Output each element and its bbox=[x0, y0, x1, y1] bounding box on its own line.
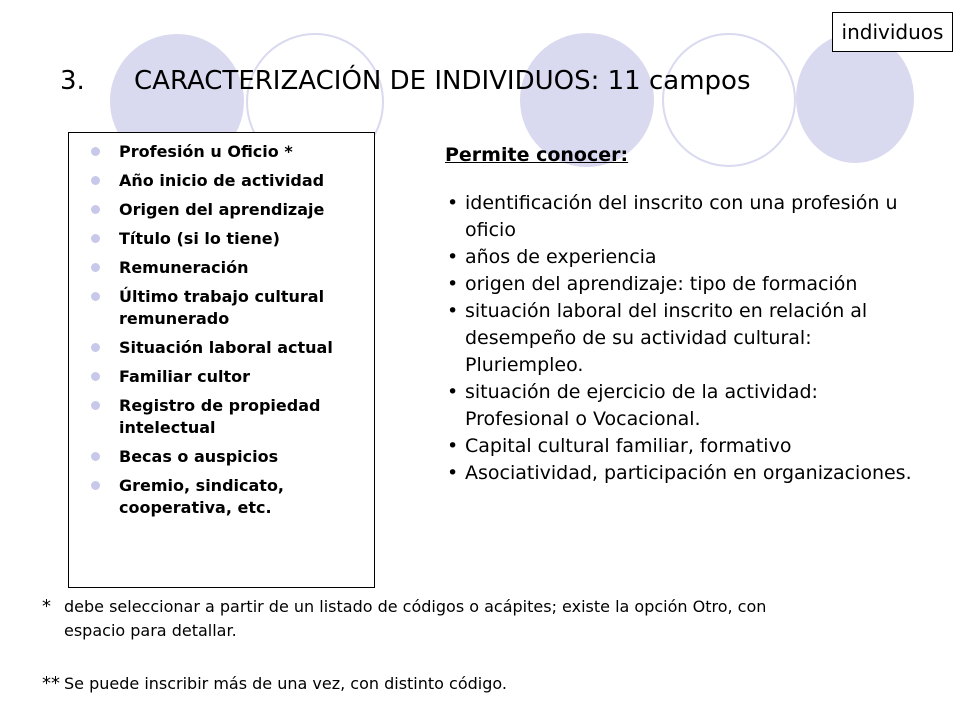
permite-list bbox=[445, 190, 925, 487]
field-item: Año inicio de actividad bbox=[69, 170, 359, 192]
footnote-line: espacio para detallar. bbox=[64, 621, 237, 640]
fields-box bbox=[68, 132, 375, 588]
bullet-icon bbox=[91, 452, 100, 461]
bullet-icon bbox=[91, 343, 100, 352]
permite-item: • años de experiencia bbox=[447, 246, 657, 268]
bullet-icon bbox=[91, 147, 100, 156]
bullet-icon bbox=[91, 372, 100, 381]
decor-circle-filled-3 bbox=[796, 33, 914, 163]
permite-item: • Asociatividad, participación en organizaciones. bbox=[447, 462, 912, 484]
bullet-icon bbox=[91, 292, 100, 301]
bullet-icon bbox=[91, 481, 100, 490]
footnote-line: Se puede inscribir más de una vez, con distinto código. bbox=[64, 674, 507, 693]
field-item: Título (si lo tiene) bbox=[69, 228, 359, 250]
slide-title bbox=[60, 66, 751, 96]
field-item: Familiar cultor bbox=[69, 366, 359, 388]
permite-item: • situación laboral del inscrito en relación al desempeño de su actividad cultural: Pluriempleo. bbox=[447, 300, 868, 376]
bullet-icon bbox=[91, 234, 100, 243]
footnote-double-asterisk bbox=[42, 672, 922, 696]
fields-list bbox=[69, 133, 374, 519]
title-text: CARACTERIZACIÓN DE INDIVIDUOS: 11 campos bbox=[134, 66, 751, 96]
field-item: Profesión u Oficio * bbox=[69, 141, 359, 163]
footnote-single-asterisk bbox=[42, 595, 922, 643]
field-item: Registro de propiedad intelectual bbox=[69, 395, 359, 439]
field-item: Becas o auspicios bbox=[69, 446, 359, 468]
field-item: Origen del aprendizaje bbox=[69, 199, 359, 221]
footnote-mark: * bbox=[42, 596, 51, 617]
permite-item: • situación de ejercicio de la actividad: Profesional o Vocacional. bbox=[447, 381, 818, 430]
bullet-icon bbox=[91, 401, 100, 410]
field-item: Gremio, sindicato, cooperativa, etc. bbox=[69, 475, 359, 519]
bullet-icon bbox=[91, 176, 100, 185]
field-item: Situación laboral actual bbox=[69, 337, 359, 359]
permite-heading: Permite conocer: bbox=[445, 144, 629, 166]
permite-item: • Capital cultural familiar, formativo bbox=[447, 435, 792, 457]
bullet-icon bbox=[91, 205, 100, 214]
permite-item: • identificación del inscrito con una profesión u oficio bbox=[447, 192, 898, 241]
decor-circle-ring-2 bbox=[662, 33, 796, 167]
bullet-icon bbox=[91, 263, 100, 272]
field-item: Último trabajo cultural remunerado bbox=[69, 286, 359, 330]
field-item: Remuneración bbox=[69, 257, 359, 279]
permite-item: • origen del aprendizaje: tipo de formación bbox=[447, 273, 858, 295]
title-number: 3. bbox=[60, 66, 85, 96]
footnote-line: debe seleccionar a partir de un listado de códigos o acápites; existe la opción Otro, con bbox=[64, 597, 767, 616]
section-tag: individuos bbox=[832, 12, 953, 52]
footnote-mark: ** bbox=[42, 673, 60, 694]
